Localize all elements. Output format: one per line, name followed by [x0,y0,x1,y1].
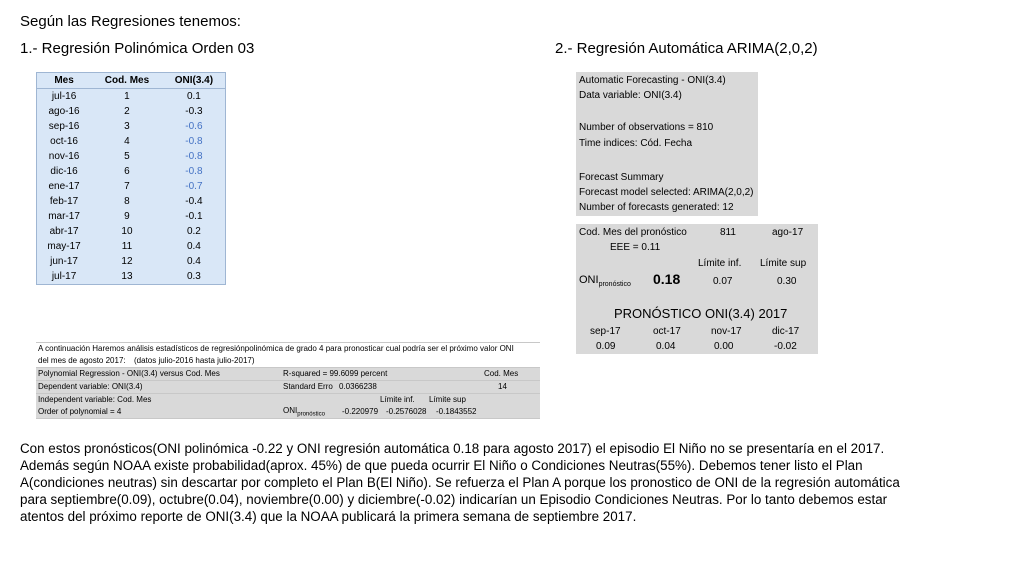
table-row [37,89,226,105]
cell-mes: may-17 [47,241,81,252]
oni-forecast-value: 0.18 [653,271,681,287]
forecast-value: -0.02 [774,341,797,352]
poly-r6a: Order of polynomial = 4 [38,407,122,416]
cell-cod: 6 [124,166,130,177]
cell-cod: 5 [124,151,130,162]
cell-cod: 3 [124,121,130,132]
cell-cod: 2 [124,106,130,117]
arima-line: Forecast model selected: ARIMA(2,0,2) [579,187,754,198]
poly-r5b: Límite inf. [380,395,415,404]
poly-r4d: 14 [498,382,507,391]
arima-summary-box [576,72,758,216]
forecast-title: PRONÓSTICO ONI(3.4) 2017 [614,306,788,321]
table-row [37,239,226,254]
table-row [37,179,226,194]
cell-mes: ene-17 [48,181,80,192]
cell-cod: 13 [121,271,133,282]
cod-value: 811 [720,227,736,238]
poly-r3b: R-squared = 99.6099 percent [283,369,388,378]
cell-cod: 12 [121,256,133,267]
table-row [37,149,226,164]
poly-r4c: 0.0366238 [339,382,377,391]
cell-cod: 8 [124,196,130,207]
poly-r6d: -0.2576028 [386,407,427,416]
table-row [37,164,226,179]
poly-row [36,368,540,381]
poly-r3c: Cod. Mes [484,369,519,378]
cell-cod: 4 [124,136,130,147]
arima-line: Data variable: ONI(3.4) [579,90,682,101]
poly-intro-2a: del mes de agosto 2017: [38,356,126,365]
polynomial-regression-box [36,330,540,418]
poly-row [36,381,540,394]
conclusion-paragraph: Con estos pronósticos(ONI polinómica -0.22 y ONI regresión automática 0.18 para agosto 2017) el episodio El Niño no se presentaría en el 2017. Además según NOAA existe probabilidad(aprox. 45%) de que pueda ocurrir El Niño o Condiciones Neutras(55%). Debemos tener listo el Plan A(condiciones neutras) sin descartar por completo el Plan B(El Niño). Se refuerza el Plan A porque los pronostico de ONI de la regresión automática para septiembre(0.09), octubre(0.04), noviembre(0.00) y diciembre(-0.02) indicarían un Episodio Condiciones Neutras. Por lo tanto debemos estar atentos del próximo reporte de ONI(3.4) que la NOAA publicará la primera semana de septiembre 2017. [20,441,900,524]
forecast-month: oct-17 [653,326,681,337]
cell-oni: -0.6 [185,121,203,132]
cell-mes: oct-16 [50,136,78,147]
poly-r4a: Dependent variable: ONI(3.4) [38,382,143,391]
table-row [37,104,226,119]
cell-cod: 9 [124,211,130,222]
oni-forecast-label: $ONI_{pronóstico}$ [579,274,631,289]
cell-mes: jul-16 [51,91,77,102]
cell-cod: 11 [121,241,133,252]
arima-line: Automatic Forecasting - ONI(3.4) [579,75,726,86]
cell-oni: -0.8 [185,151,203,162]
cell-cod: 7 [124,181,130,192]
limite-sup-value: 0.30 [777,276,797,287]
cell-cod: 10 [121,226,133,237]
cell-mes: abr-17 [49,226,79,237]
eee-value: EEE = 0.11 [610,242,661,253]
poly-r6c: -0.220979 [342,407,379,416]
poly-intro-1: A continuación Haremos análisis estadísticos de regresiónpolinómica de grado 4 para pronosticar cual podría ser el próximo valor ONI [38,344,514,353]
limite-inf-value: 0.07 [713,276,733,287]
cell-mes: dic-16 [50,166,78,177]
section2-title: 2.- Regresión Automática ARIMA(2,0,2) [555,40,818,57]
table-row [37,119,226,134]
poly-r5c: Límite sup [429,395,466,404]
header-oni: ONI(3.4) [163,73,226,89]
header-mes: Mes [37,73,92,89]
poly-row [36,406,540,419]
cell-oni: 0.3 [186,271,201,282]
cell-cod: 1 [124,91,130,102]
poly-oni-label: $ONI_{pronóstico}$ [283,406,325,418]
table-row [37,254,226,269]
forecast-value: 0.00 [714,341,734,352]
cell-oni: -0.3 [185,106,203,117]
arima-line: Number of observations = 810 [579,122,714,133]
poly-r6e: -0.1843552 [436,407,477,416]
cell-oni: 0.1 [186,91,201,102]
limite-sup-label: Límite sup [760,258,807,269]
table-row [37,269,226,285]
cell-oni: -0.4 [185,196,203,207]
poly-r4b: Standard Erro [283,382,333,391]
forecast-box [576,224,818,354]
forecast-month: dic-17 [772,326,800,337]
table-row [37,209,226,224]
poly-row [36,355,540,368]
cod-month: ago-17 [772,227,804,238]
cell-oni: -0.8 [185,136,203,147]
cell-oni: -0.1 [185,211,203,222]
header-cod-mes: Cod. Mes [91,73,163,89]
table-row [37,224,226,239]
cell-mes: jun-17 [50,256,78,267]
forecast-month: nov-17 [711,326,742,337]
cell-oni: 0.4 [186,256,201,267]
poly-intro-2b: (datos julio-2016 hasta julio-2017) [134,356,255,365]
cell-mes: jul-17 [51,271,77,282]
poly-row [36,342,540,356]
cell-mes: ago-16 [48,106,80,117]
cell-oni: -0.7 [185,181,203,192]
arima-line: Time indices: Cód. Fecha [579,138,693,149]
cod-label: Cod. Mes del pronóstico [579,227,687,238]
cell-mes: mar-17 [48,211,80,222]
limite-inf-label: Límite inf. [698,258,742,269]
cell-oni: 0.4 [186,241,201,252]
table-row [37,134,226,149]
forecast-value: 0.09 [596,341,616,352]
forecast-month: sep-17 [590,326,621,337]
table-row [37,194,226,209]
oni-data-table [36,72,226,285]
arima-line: Forecast Summary [579,172,664,183]
cell-mes: nov-16 [48,151,80,162]
table-header-row [37,73,226,89]
poly-r5a: Independent variable: Cod. Mes [38,395,152,404]
forecast-value: 0.04 [656,341,676,352]
section1-title: 1.- Regresión Polinómica Orden 03 [20,40,255,57]
poly-r3a: Polynomial Regression - ONI(3.4) versus Cod. Mes [38,369,220,378]
arima-line: Number of forecasts generated: 12 [579,202,734,213]
heading: Según las Regresiones tenemos: [20,13,241,30]
cell-oni: -0.8 [185,166,203,177]
cell-oni: 0.2 [186,226,201,237]
cell-mes: sep-16 [48,121,80,132]
cell-mes: feb-17 [49,196,79,207]
